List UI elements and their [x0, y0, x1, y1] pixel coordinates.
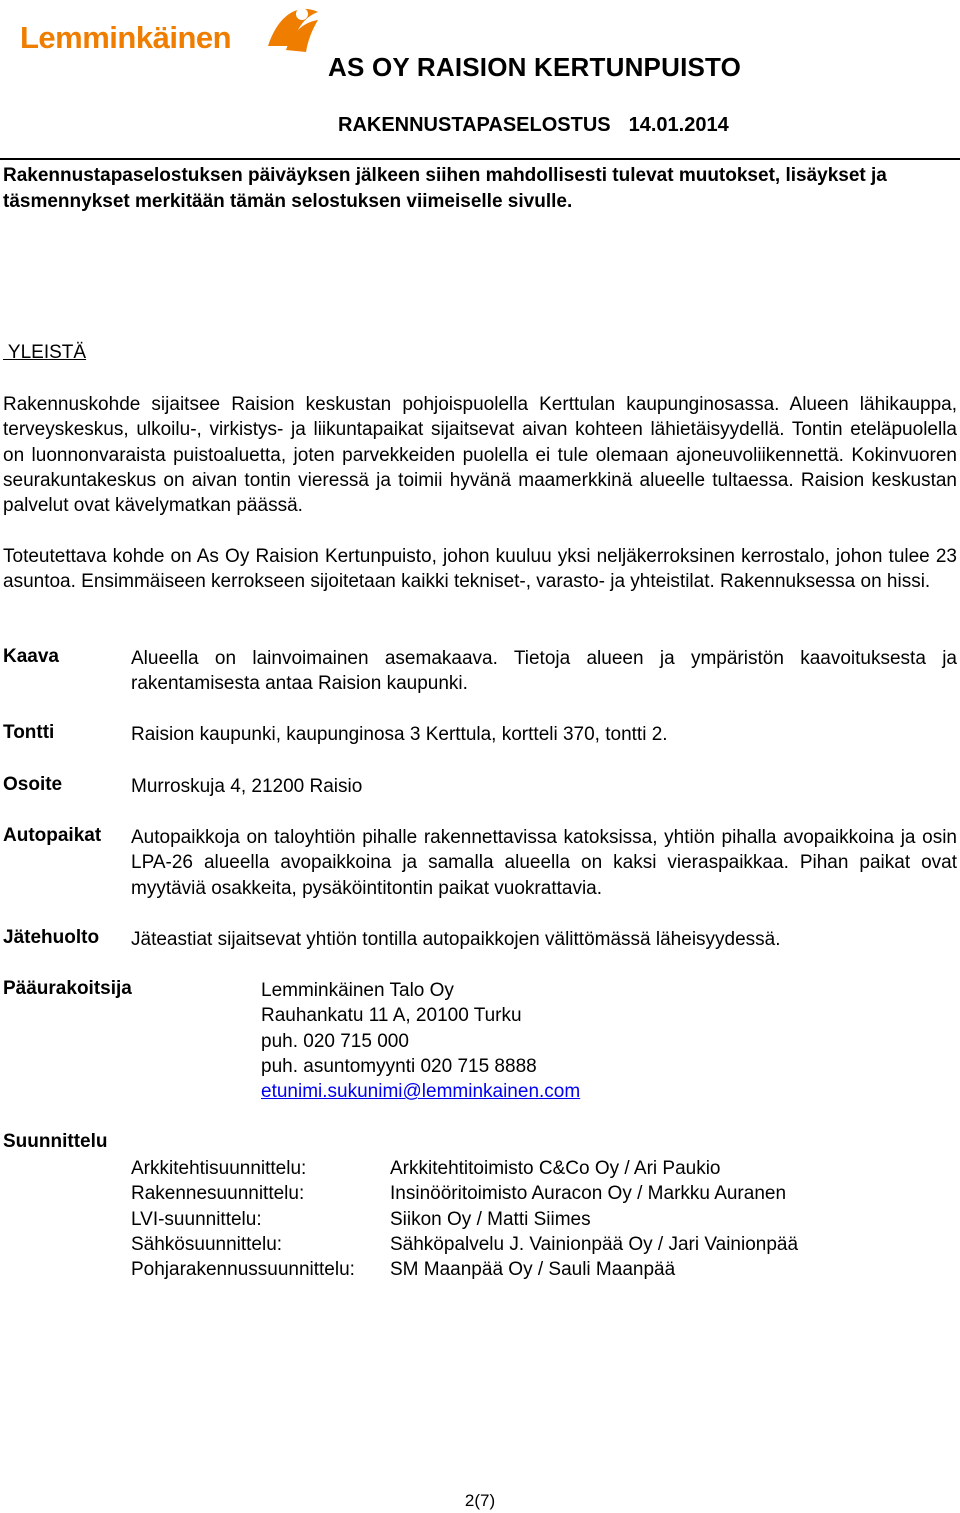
logo-wordmark: Lemminkäinen	[20, 20, 232, 55]
field-label-jatehuolto: Jätehuolto	[3, 927, 100, 948]
contractor-contact	[261, 978, 580, 1104]
field-value-autopaikat: Autopaikkoja on taloyhtiön pihalle rakennettavissa katoksissa, yhtiön pihalla avopaikkoina ja osin LPA-26 alueella avopaikkoina ja samalla alueella on kaksi vieraspaikkaa. Pihan paikat ovat myytäviä osakkeita, pysäköintitontin paikat vuokrattavia.	[131, 827, 957, 899]
contractor-phone: puh. 020 715 000	[261, 1030, 409, 1052]
field-value-jatehuolto: Jäteastiat sijaitsevat yhtiön tontilla autopaikkojen välittömässä läheisyydessä.	[131, 929, 781, 950]
document-title: AS OY RAISION KERTUNPUISTO	[328, 52, 742, 82]
section-title-yleista: YLEISTÄ	[3, 342, 87, 363]
contractor-address: Rauhankatu 11 A, 20100 Turku	[261, 1005, 522, 1027]
field-label-suunnittelu: Suunnittelu	[3, 1131, 108, 1152]
document-date: 14.01.2014	[628, 114, 729, 136]
contractor-sales-phone: puh. asuntomyynti 020 715 8888	[261, 1055, 537, 1077]
design-firm: Insinööritoimisto Auracon Oy / Markku Auranen	[390, 1183, 787, 1205]
field-label-paaurakoitsija: Pääurakoitsija	[3, 978, 132, 999]
design-role: Pohjarakennussuunnittelu:	[131, 1259, 355, 1281]
design-role: Arkkitehtisuunnittelu:	[131, 1158, 307, 1179]
design-row	[131, 1181, 798, 1206]
design-row	[131, 1257, 798, 1282]
field-value-tontti: Raision kaupunki, kaupunginosa 3 Kerttula, kortteli 370, tontti 2.	[131, 724, 668, 745]
field-value-osoite: Murroskuja 4, 21200 Raisio	[131, 776, 363, 797]
intro-paragraph-1: Rakennuskohde sijaitsee Raision keskustan pohjoispuolella Kerttulan kaupunginosassa. Alueen lähikauppa, terveyskeskus, ulkoilu-, virkistys- ja liikuntapaikat sijaitsevat aivan kohteen lähietäisyydellä. Tontin eteläpuolella on luonnonvaraista puistoaluetta, joten parvekkeiden puolella ei tule olemaan ajoneuvoliikennettä. Kokinvuoren seurakuntakeskus on aivan tontin vieressä ja toimii hyvänä maamerkkinä alueelle tultaessa. Raision keskustan palvelut ovat kävelymatkan päässä.	[3, 394, 957, 517]
design-row	[131, 1156, 798, 1181]
logo-mark-icon	[262, 6, 320, 54]
intro-paragraph-2: Toteutettava kohde on As Oy Raision Kertunpuisto, johon kuuluu yksi neljäkerroksinen kerrostalo, johon tulee 23 asuntoa. Ensimmäiseen kerrokseen sijoitetaan kaikki tekniset-, varasto- ja yhteistilat. Rakennuksessa on hissi.	[3, 546, 957, 593]
header-divider	[0, 158, 960, 160]
document-type: RAKENNUSTAPASELOSTUS	[338, 114, 611, 136]
field-value-kaava: Alueella on lainvoimainen asemakaava. Tietoja alueen ja ympäristön kaavoituksesta ja rakentamisesta antaa Raision kaupunki.	[131, 648, 957, 695]
field-label-kaava: Kaava	[3, 646, 59, 667]
lemminkainen-logo	[8, 6, 320, 58]
design-firm: Sähköpalvelu J. Vainionpää Oy / Jari Vainionpää	[390, 1233, 799, 1255]
design-role: Rakennesuunnittelu:	[131, 1183, 305, 1205]
contractor-name: Lemminkäinen Talo Oy	[261, 980, 454, 1001]
design-firm: Arkkitehtitoimisto C&Co Oy / Ari Paukio	[390, 1158, 721, 1179]
field-label-tontti: Tontti	[3, 722, 55, 743]
field-label-osoite: Osoite	[3, 774, 63, 795]
design-role: Sähkösuunnittelu:	[131, 1233, 283, 1255]
document-subtitle	[338, 114, 729, 137]
design-firm: SM Maanpää Oy / Sauli Maanpää	[390, 1259, 676, 1281]
design-firm: Siikon Oy / Matti Siimes	[390, 1208, 591, 1230]
design-role: LVI-suunnittelu:	[131, 1208, 262, 1230]
change-notice: Rakennustapaselostuksen päiväyksen jälkeen siihen mahdollisesti tulevat muutokset, lisäykset ja täsmennykset merkitään tämän selostuksen viimeiselle sivulle.	[3, 165, 887, 212]
field-label-autopaikat: Autopaikat	[3, 825, 102, 846]
design-table	[131, 1156, 798, 1282]
page-number: 2(7)	[464, 1491, 496, 1510]
design-row	[131, 1232, 798, 1257]
contractor-email-link[interactable]: etunimi.sukunimi@lemminkainen.com	[261, 1081, 581, 1103]
design-row	[131, 1207, 798, 1232]
